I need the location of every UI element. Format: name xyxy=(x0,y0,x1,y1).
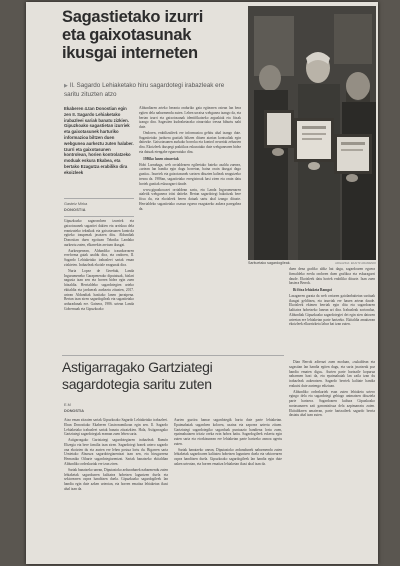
column-2 xyxy=(139,106,241,353)
column-3 xyxy=(289,267,375,359)
author: Gasteiz Mirka xyxy=(64,202,88,206)
paragraph: Nuria Lopez de Gereñuk, Landa Ingurumeneko Garapenerako diputatuak, hizlari nagusia izan zen eta horren bidez egin zuen hitzaldia. Herrialdeko sagardotegien arteko ekitaldia eta jarduerak aurkeztu zituzten, 2017. urtean Aldundiak hasitako lanen jarraipena. Bertan izan ziren sagardogileak eta sagastietako arduradunak ere. Gainera, 1986. urtean Landa Gobernuak eta Gipuzkoako xyxy=(64,268,134,311)
paragraph: Atzo eman zitzaien sariak Gipuzkoako Sagardo Lehiaketako irabazleei. Ehun Donostiako Ekaberen Gastronomikoan egin zen. Il. Sagardo Lehiaketako irabazleei sariak banatu zitzaizkien. Hala, Astigarragako Gartziategi sagardotegiak eraman zuen lehen saria. xyxy=(64,418,168,437)
article-divider xyxy=(62,355,284,356)
headline xyxy=(62,8,240,62)
byline-2 xyxy=(64,403,84,413)
boxed-lead: Ekaberen 4.tan Donostian egin zen II. Sagardo Lehiaketako irabazleei sariak banatu zizkien. Gipuzkoako sagastietan izurriek eta gaixotasunek harturiko informazioa biltzen duen webgunea aurkeztu zuten halaber. Izurri eta gaixotasunen kontrolean, horien kontrolatzeko moduak eskura Ekabea, eta bertako Ezagutza erabiliko dira ekoizleek xyxy=(64,106,134,175)
dateline: DONOSTIA xyxy=(64,409,85,413)
author: E.M xyxy=(64,403,71,407)
divider xyxy=(64,216,134,217)
paragraph: Aldundiko ordezkariek esan zuten lehiaketa urtero egingo dela eta sagardotegi gehiago animatzen dituztela parte hartzera. Sagardoaren kultura Gipuzkoako nortasunaren zati garrantzitsua dela azpimarratu zuten. Ekitaldiaren amaieran, parte hartzaileek sagardo berria dastatu ahal izan zuten. xyxy=(289,389,375,418)
paragraph: www.gipuzkoa.net orrialdean sartu, eta Landa Ingurumenaren ataletik webgunera iritsi daiteke. Bertan sagardotegi bakoitzak bere fitxa du, eta ekoizleek beren datuak sartu ahal izango dituzte. Herrialdeko sagastietako osasun egoera ezagutzeko aukera paregabea da. xyxy=(139,187,241,211)
dateline: DONOSTIA xyxy=(64,208,86,212)
paragraph: Dian Berrok adierazi zuen moduan, «sukaldean eta sagastian lan handia egiten dugu, eta saria jasotzeak poz handia ematen digu». Aurten parte hartzaile kopurua nabarmen hazi da, eta epaimahaiak lan zaila izan du irabazleak aukeratzen. Sagardo berriek kalitate handia erakutsi dute aurtengo edizioan. xyxy=(289,360,375,388)
headline-line: sagardotegia saritu zuten xyxy=(62,375,212,392)
caption-text: Sarituetako sagardogileak. xyxy=(248,261,291,265)
paragraph: Sariak banatzeko unean, Diputazioko arduradunek nabarmendu zuten lehiaketak sagardoaren kalitatea hobetzen laguntzen duela eta sektorearen ospea handitzen duela. Gipuzkoako sagardogileek lan handia egin dute azken urteotan, eta horren emaitza lehiaketan ikusi ahal izan da. xyxy=(174,447,282,466)
paragraph: Ondoren, erabiltzaileek ere informazioa gehitu ahal izango dute. Sagastietako jarduera guztiak biltzen dituen atarian kontsultak egin daitezke. Gaixotasunen aurkako borroka eta kontrol neurriak zehazten dira. Ekoizleek ikuspegi praktikoa eskuratuko dute webgunearen bidez eta datuak etengabe eguneratuko dira. xyxy=(139,130,241,154)
photo-illustration xyxy=(248,6,376,260)
headline-line: Sagastietako izurri xyxy=(62,8,204,26)
headline-line: eta gaixotasunak xyxy=(62,26,192,44)
paragraph: Aurten guztira hamar sagardotegik hartu dute parte lehiaketan. Epaimahaiak sagardoen kolorea, usaina eta zaporea aztertu zituen. Gartziategi sagardotegiko sagardoak puntuazio handiena lortu zuen, epaimahaiaren iritziz oreka ezin hobea baitu. Sagardogileek eskertu egin zuten saria eta etorkizunean ere lehiaketan parte hartzeko asmoa agertu zuten. xyxy=(174,418,282,446)
paragraph: Lasagarren garaia da web orriaren gaiolanbaitetan sarituak ikusgai gelditzea, eta izurriak ere hauen artean daude. Ekoizleek ekimen berriak egin ditu eta sagardoaren kalitatea hobetzeko lanean ari dira. Irabazleak zorionduz, Aldundiak Gipuzkoako sagardotegiei dei egin zien datozen urteetan ere lehiaketan parte hartzeko. Ekitaldia amaitzean ekoizleek elkarrizketa labur bat izan zuten. xyxy=(289,293,375,327)
paragraph: duen dena grafiko aldiz hat dagu, sagardoaren egoera firmaldeko eredu ondoren duen grafikoa eta eskuragarri daude. Ekoizleek datu horiek erabiliko dituzte. Izan zuen hasiera Berrok. xyxy=(289,267,375,286)
headline-line: Astigarragako Gartziategi xyxy=(62,359,213,375)
column-3-continued xyxy=(289,360,375,560)
subheading: 1986ko lanen oinarriak xyxy=(143,156,179,161)
subheading: Bi fitxa lehiaketa Bamgoi xyxy=(293,288,332,292)
newspaper-page xyxy=(26,2,378,564)
column-1 xyxy=(64,219,134,353)
photo-caption xyxy=(248,261,376,265)
lead-text: Il. Sagardo Lehiaketako hiru sagardotegi irabazleak ere saritu zituzten atzo xyxy=(64,82,225,98)
article-2-column-1 xyxy=(64,418,168,560)
lead-paragraph xyxy=(64,82,239,98)
paragraph: Gipuzkoako sagarondoen izurriek eta gaixotasunek sagastiei dakien eta arriskua dela erantzuteko teknikak eta gaixotasunen kontrola egiteko iraupenak jasotzen ditu. Aldundiak Donostian duen egoitzan Teknika Landako aurkeztu zuten, elkarrekin aretoan ikusgai. xyxy=(64,219,134,247)
paragraph: Astigarragako Gartziategi sagardotegiaren irabazleak Ramón Eltzegia eta bere familia izan ziren. Sagardotegi honek urtero sagardo ona ekoizten du eta aurten ere lehen postua lortu du. Bigarren saria Urnietako Aburuza sagardotegiarentzat izan zen, eta hirugarrena Hernaniko Oiharte sagardotegiarentzat. Sariak banatzeko ekitaldian Aldundiko ordezkariak ere izan ziren. xyxy=(64,438,168,466)
award-photo xyxy=(248,6,376,260)
byline xyxy=(64,202,134,212)
headline-2 xyxy=(62,359,242,392)
article-2-column-2 xyxy=(174,418,282,560)
paragraph: Hobi Larrañaga, web orrialdearen egileetako bateko azaldu zuenez, «urtean lan handia egin dugu horretan, baina orain ikusgai dago guztia». Izurriek eta gaixotasunek sortzen dituzten kalteak ezagutzeko tresna da. 1986an, sagastietako erregistroak hasi ziren eta orain datu horiek guztiak eskuragarri daude. xyxy=(139,162,241,186)
triangle-bullet-icon: ▶ xyxy=(64,83,68,89)
headline-line: ikusgai interneten xyxy=(62,44,198,62)
divider xyxy=(64,198,134,199)
paragraph: Aurkezpenean, Aldundiko iraunkorraren erreforma gaiak azaldu dira, eta ondoren, II. Sagardo Lehiaketako irabazleei sariak eman zizkieten. Irabazleak ekoizle ezagunak dira. xyxy=(64,248,134,267)
paragraph: Aldundiaren arteko beranta onduriko gaia egitearen ostean lan bera egiten dela nabarmendu zuten. Lehen urratsa webgunea izango da, eta bertan izurri eta gaixotasunak identifikatzeko argazkiak eta fitxak izango dira. Sagastien kudeaketarako oinarrizko tresna bihurtu nahi dute. xyxy=(139,106,241,129)
paragraph: Sariak banatzeko unean, Diputazioko arduradunek nabarmendu zuten lehiaketak sagardoaren kalitatea hobetzen laguntzen duela eta sektorearen ospea handitzen duela. Gipuzkoako sagardogileek lan handia egin dute azken urteotan, eta horren emaitza lehiaketan ikusi ahal izan da. xyxy=(64,467,168,491)
photo-credit: ARGAZKIA: EKAITZ ARAMENDI xyxy=(335,261,376,265)
